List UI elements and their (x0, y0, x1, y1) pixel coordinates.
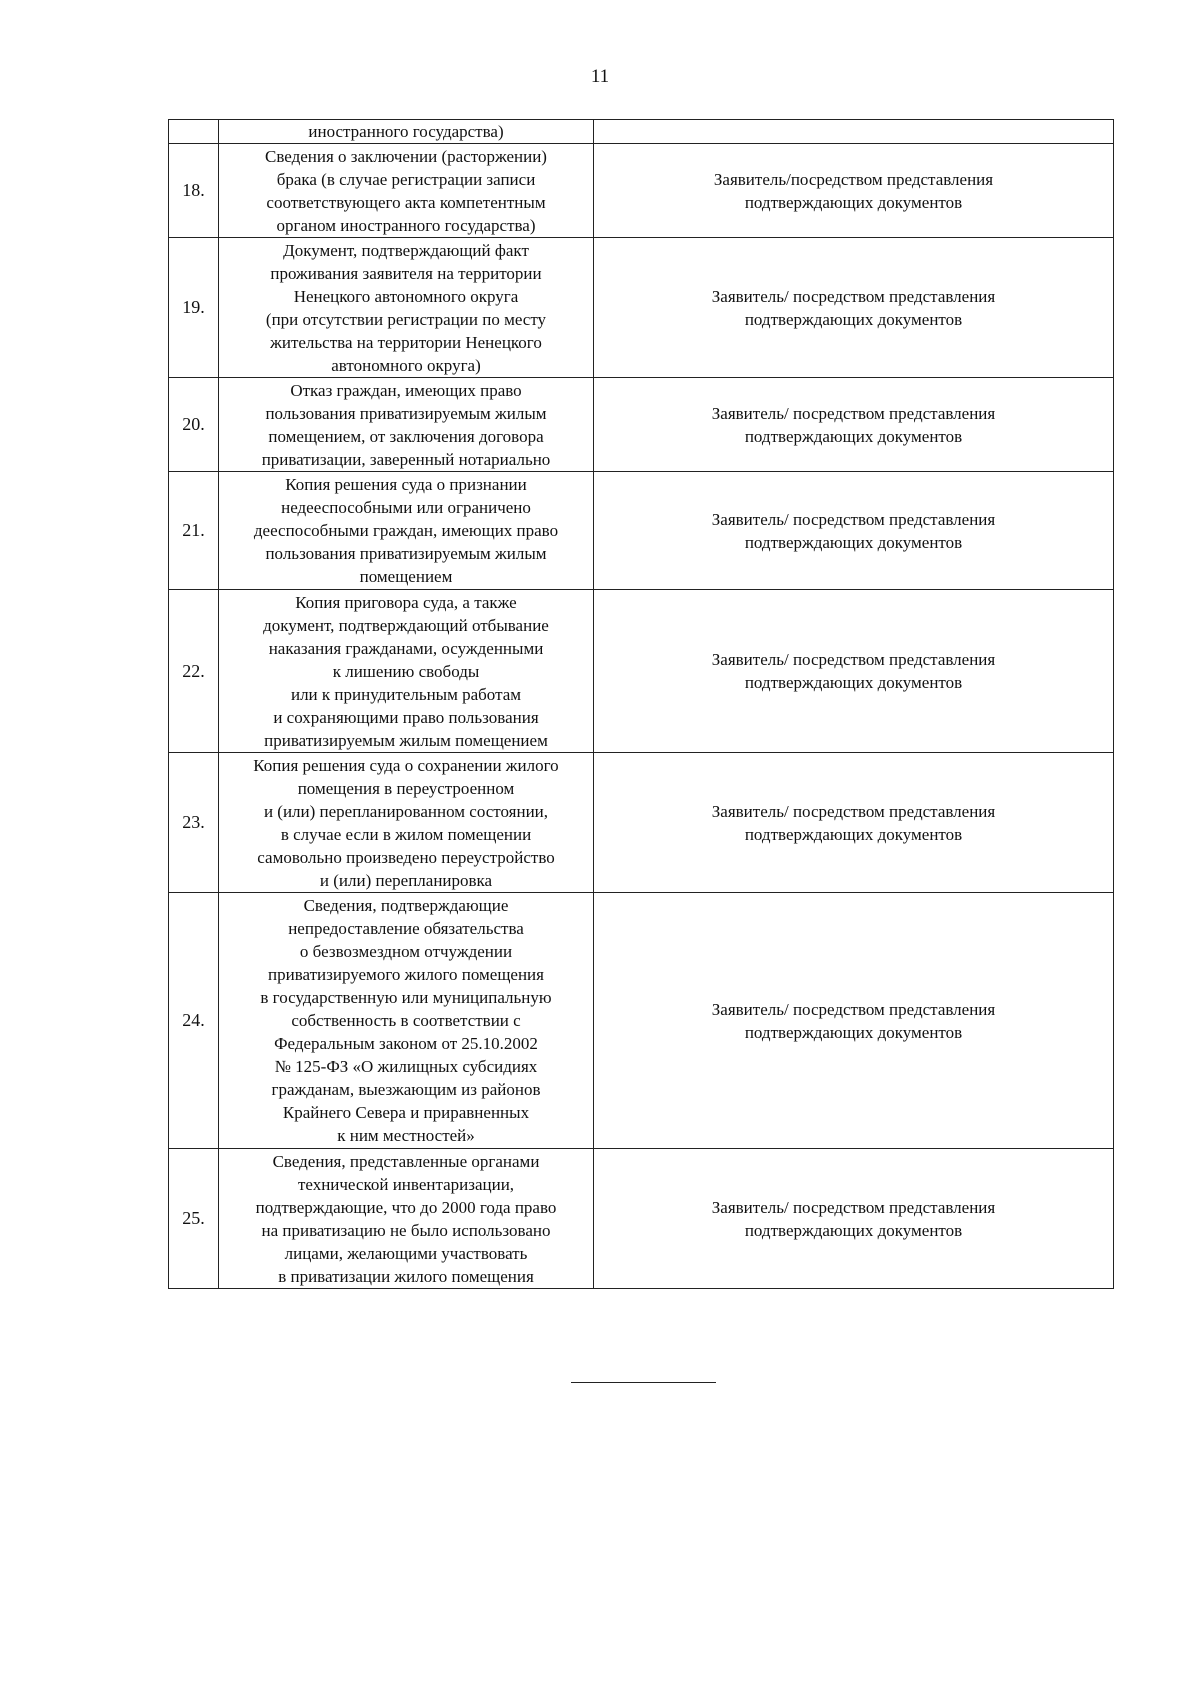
row-number: 23. (169, 753, 219, 893)
row-description: иностранного государства) (219, 120, 594, 144)
row-description: Документ, подтверждающий факт проживания заявителя на территории Ненецкого автономного округа (при отсутствии регистрации по месту жительства на территории Ненецкого автономного округа) (219, 238, 594, 378)
row-number (169, 120, 219, 144)
table-row (169, 472, 1114, 590)
table-row (169, 144, 1114, 238)
table-row (169, 893, 1114, 1149)
row-description: Копия решения суда о сохранении жилого помещения в переустроенном и (или) перепланированном состоянии, в случае если в жилом помещении самовольно произведено переустройство и (или) перепланировка (219, 753, 594, 893)
row-number: 25. (169, 1149, 219, 1289)
row-description: Копия решения суда о признании недееспособными или ограничено дееспособными граждан, имеющих право пользования приватизируемым жилым помещением (219, 472, 594, 590)
row-number: 19. (169, 238, 219, 378)
row-number: 20. (169, 378, 219, 472)
row-number: 18. (169, 144, 219, 238)
row-number: 21. (169, 472, 219, 590)
table-row (169, 378, 1114, 472)
row-source: Заявитель/ посредством представления подтверждающих документов (594, 238, 1114, 378)
row-source (594, 120, 1114, 144)
row-source: Заявитель/ посредством представления подтверждающих документов (594, 590, 1114, 753)
table-row (169, 590, 1114, 753)
footer-divider (571, 1382, 716, 1383)
table-row-continuation (169, 120, 1114, 144)
row-description: Сведения, представленные органами технической инвентаризации, подтверждающие, что до 2000 года право на приватизацию не было использовано лицами, желающими участвовать в приватизации жилого помещения (219, 1149, 594, 1289)
row-source: Заявитель/ посредством представления подтверждающих документов (594, 893, 1114, 1149)
row-source: Заявитель/ посредством представления подтверждающих документов (594, 753, 1114, 893)
row-description: Отказ граждан, имеющих право пользования приватизируемым жилым помещением, от заключения договора приватизации, заверенный нотариально (219, 378, 594, 472)
documents-table (168, 119, 1114, 1289)
row-description: Сведения о заключении (расторжении) брака (в случае регистрации записи соответствующего акта компетентным органом иностранного государства) (219, 144, 594, 238)
row-source: Заявитель/ посредством представления подтверждающих документов (594, 378, 1114, 472)
row-source: Заявитель/ посредством представления подтверждающих документов (594, 472, 1114, 590)
table-row (169, 753, 1114, 893)
page-number: 11 (590, 66, 610, 87)
row-source: Заявитель/ посредством представления подтверждающих документов (594, 1149, 1114, 1289)
row-number: 24. (169, 893, 219, 1149)
row-description: Копия приговора суда, а также документ, подтверждающий отбывание наказания гражданами, осужденными к лишению свободы или к принудительным работам и сохраняющими право пользования приватизируемым жилым помещением (219, 590, 594, 753)
row-source: Заявитель/посредством представления подтверждающих документов (594, 144, 1114, 238)
row-description: Сведения, подтверждающие непредоставление обязательства о безвозмездном отчуждении приватизируемого жилого помещения в государственную или муниципальную собственность в соответствии с Федеральным законом от 25.10.2002 № 125-ФЗ «О жилищных субсидиях гражданам, выезжающим из районов Крайнего Севера и приравненных к ним местностей» (219, 893, 594, 1149)
table-row (169, 1149, 1114, 1289)
row-number: 22. (169, 590, 219, 753)
table-row (169, 238, 1114, 378)
